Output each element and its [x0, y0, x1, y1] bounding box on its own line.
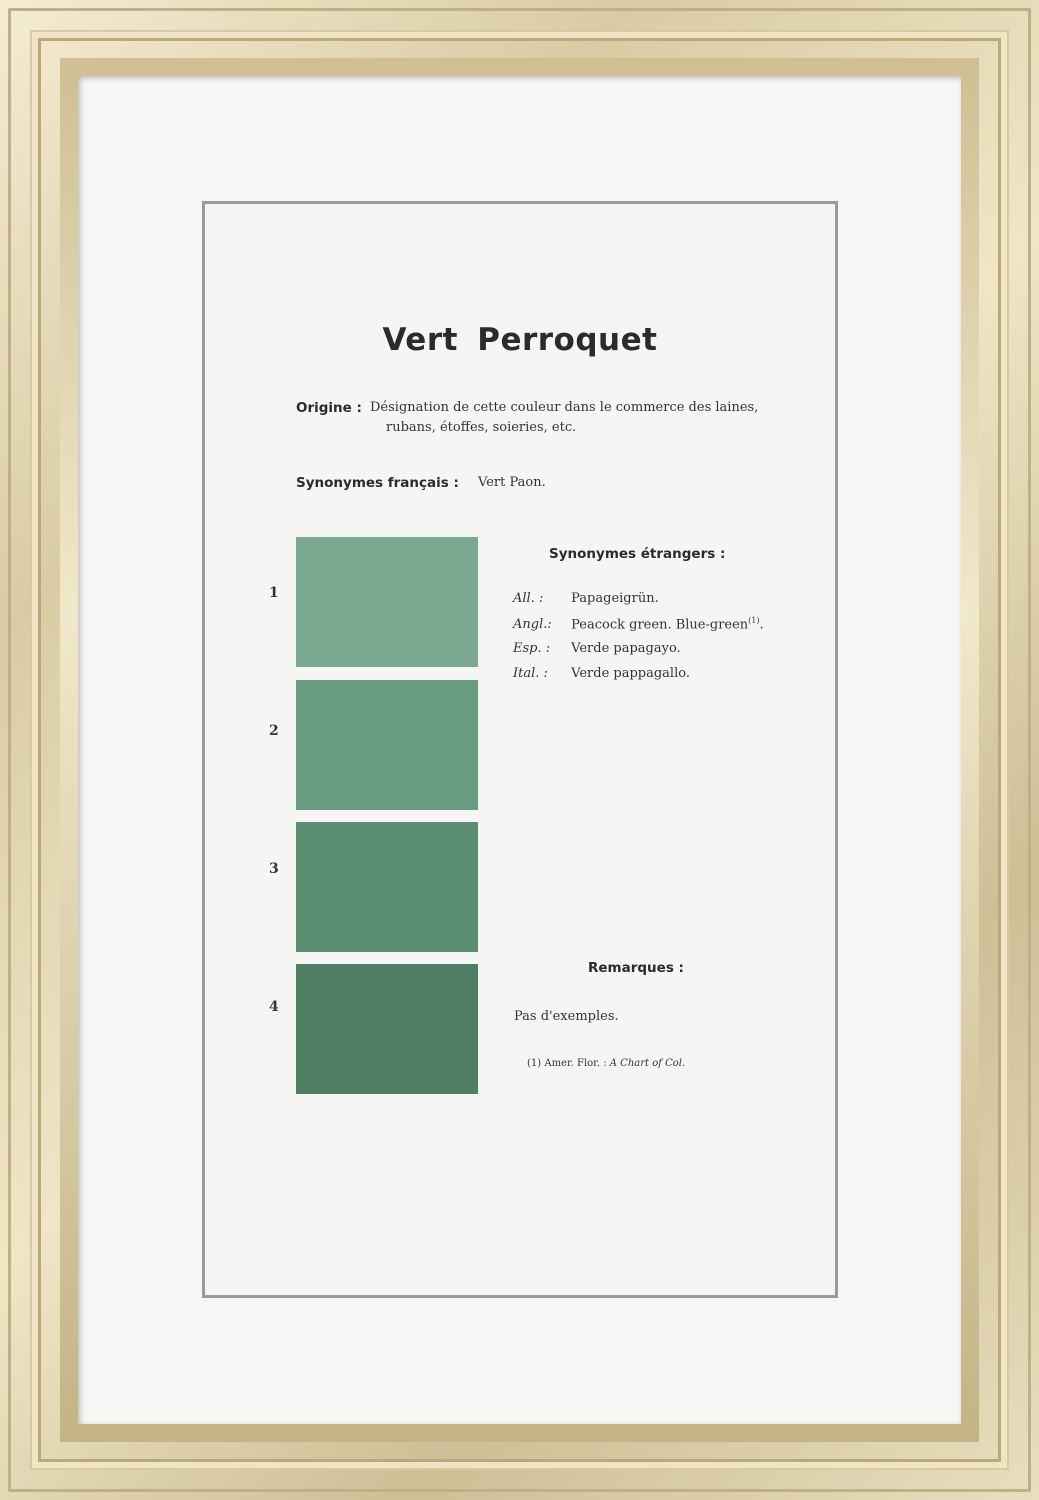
plate-title: Vert Perroquet [382, 322, 658, 358]
color-swatch [296, 964, 478, 1094]
language-abbr: Esp. : [513, 641, 551, 656]
swatch-number: 1 [269, 585, 279, 601]
origin-text-line2: rubans, étoffes, soieries, etc. [386, 420, 577, 435]
swatch-number: 2 [269, 723, 279, 739]
synonym-value: Verde pappagallo. [571, 666, 690, 681]
language-abbr: All. : [513, 591, 544, 606]
footnote [527, 1058, 685, 1069]
remarks-text: Pas d'exemples. [514, 1009, 619, 1024]
foreign-synonym-row [513, 591, 659, 606]
swatch-number: 4 [269, 999, 279, 1015]
language-abbr: Angl.: [513, 617, 552, 633]
footnote-prefix: (1) Amer. Flor. : [527, 1058, 607, 1069]
synonym-value: Papageigrün. [571, 591, 659, 606]
color-plate [202, 201, 838, 1298]
footnote-marker: (1) [748, 616, 760, 625]
footnote-source: A Chart of Col. [609, 1058, 686, 1069]
color-swatch [296, 537, 478, 667]
language-abbr: Ital. : [513, 666, 548, 681]
color-swatch [296, 822, 478, 952]
french-synonyms-value: Vert Paon. [478, 475, 546, 490]
synonym-punct: . [759, 617, 764, 633]
origin-label: Origine : [296, 400, 362, 416]
synonym-value: Peacock green. Blue-green [571, 617, 749, 633]
synonym-value: Verde papagayo. [571, 641, 681, 656]
color-swatch [296, 680, 478, 810]
foreign-synonyms-label: Synonymes étrangers : [549, 546, 726, 562]
foreign-synonym-row [513, 616, 764, 632]
foreign-synonym-row [513, 666, 690, 681]
foreign-synonym-row [513, 641, 681, 656]
remarks-label: Remarques : [588, 960, 684, 976]
french-synonyms-label: Synonymes français : [296, 475, 459, 491]
origin-text-line1: Désignation de cette couleur dans le commerce des laines, [370, 400, 759, 415]
swatch-number: 3 [269, 861, 279, 877]
